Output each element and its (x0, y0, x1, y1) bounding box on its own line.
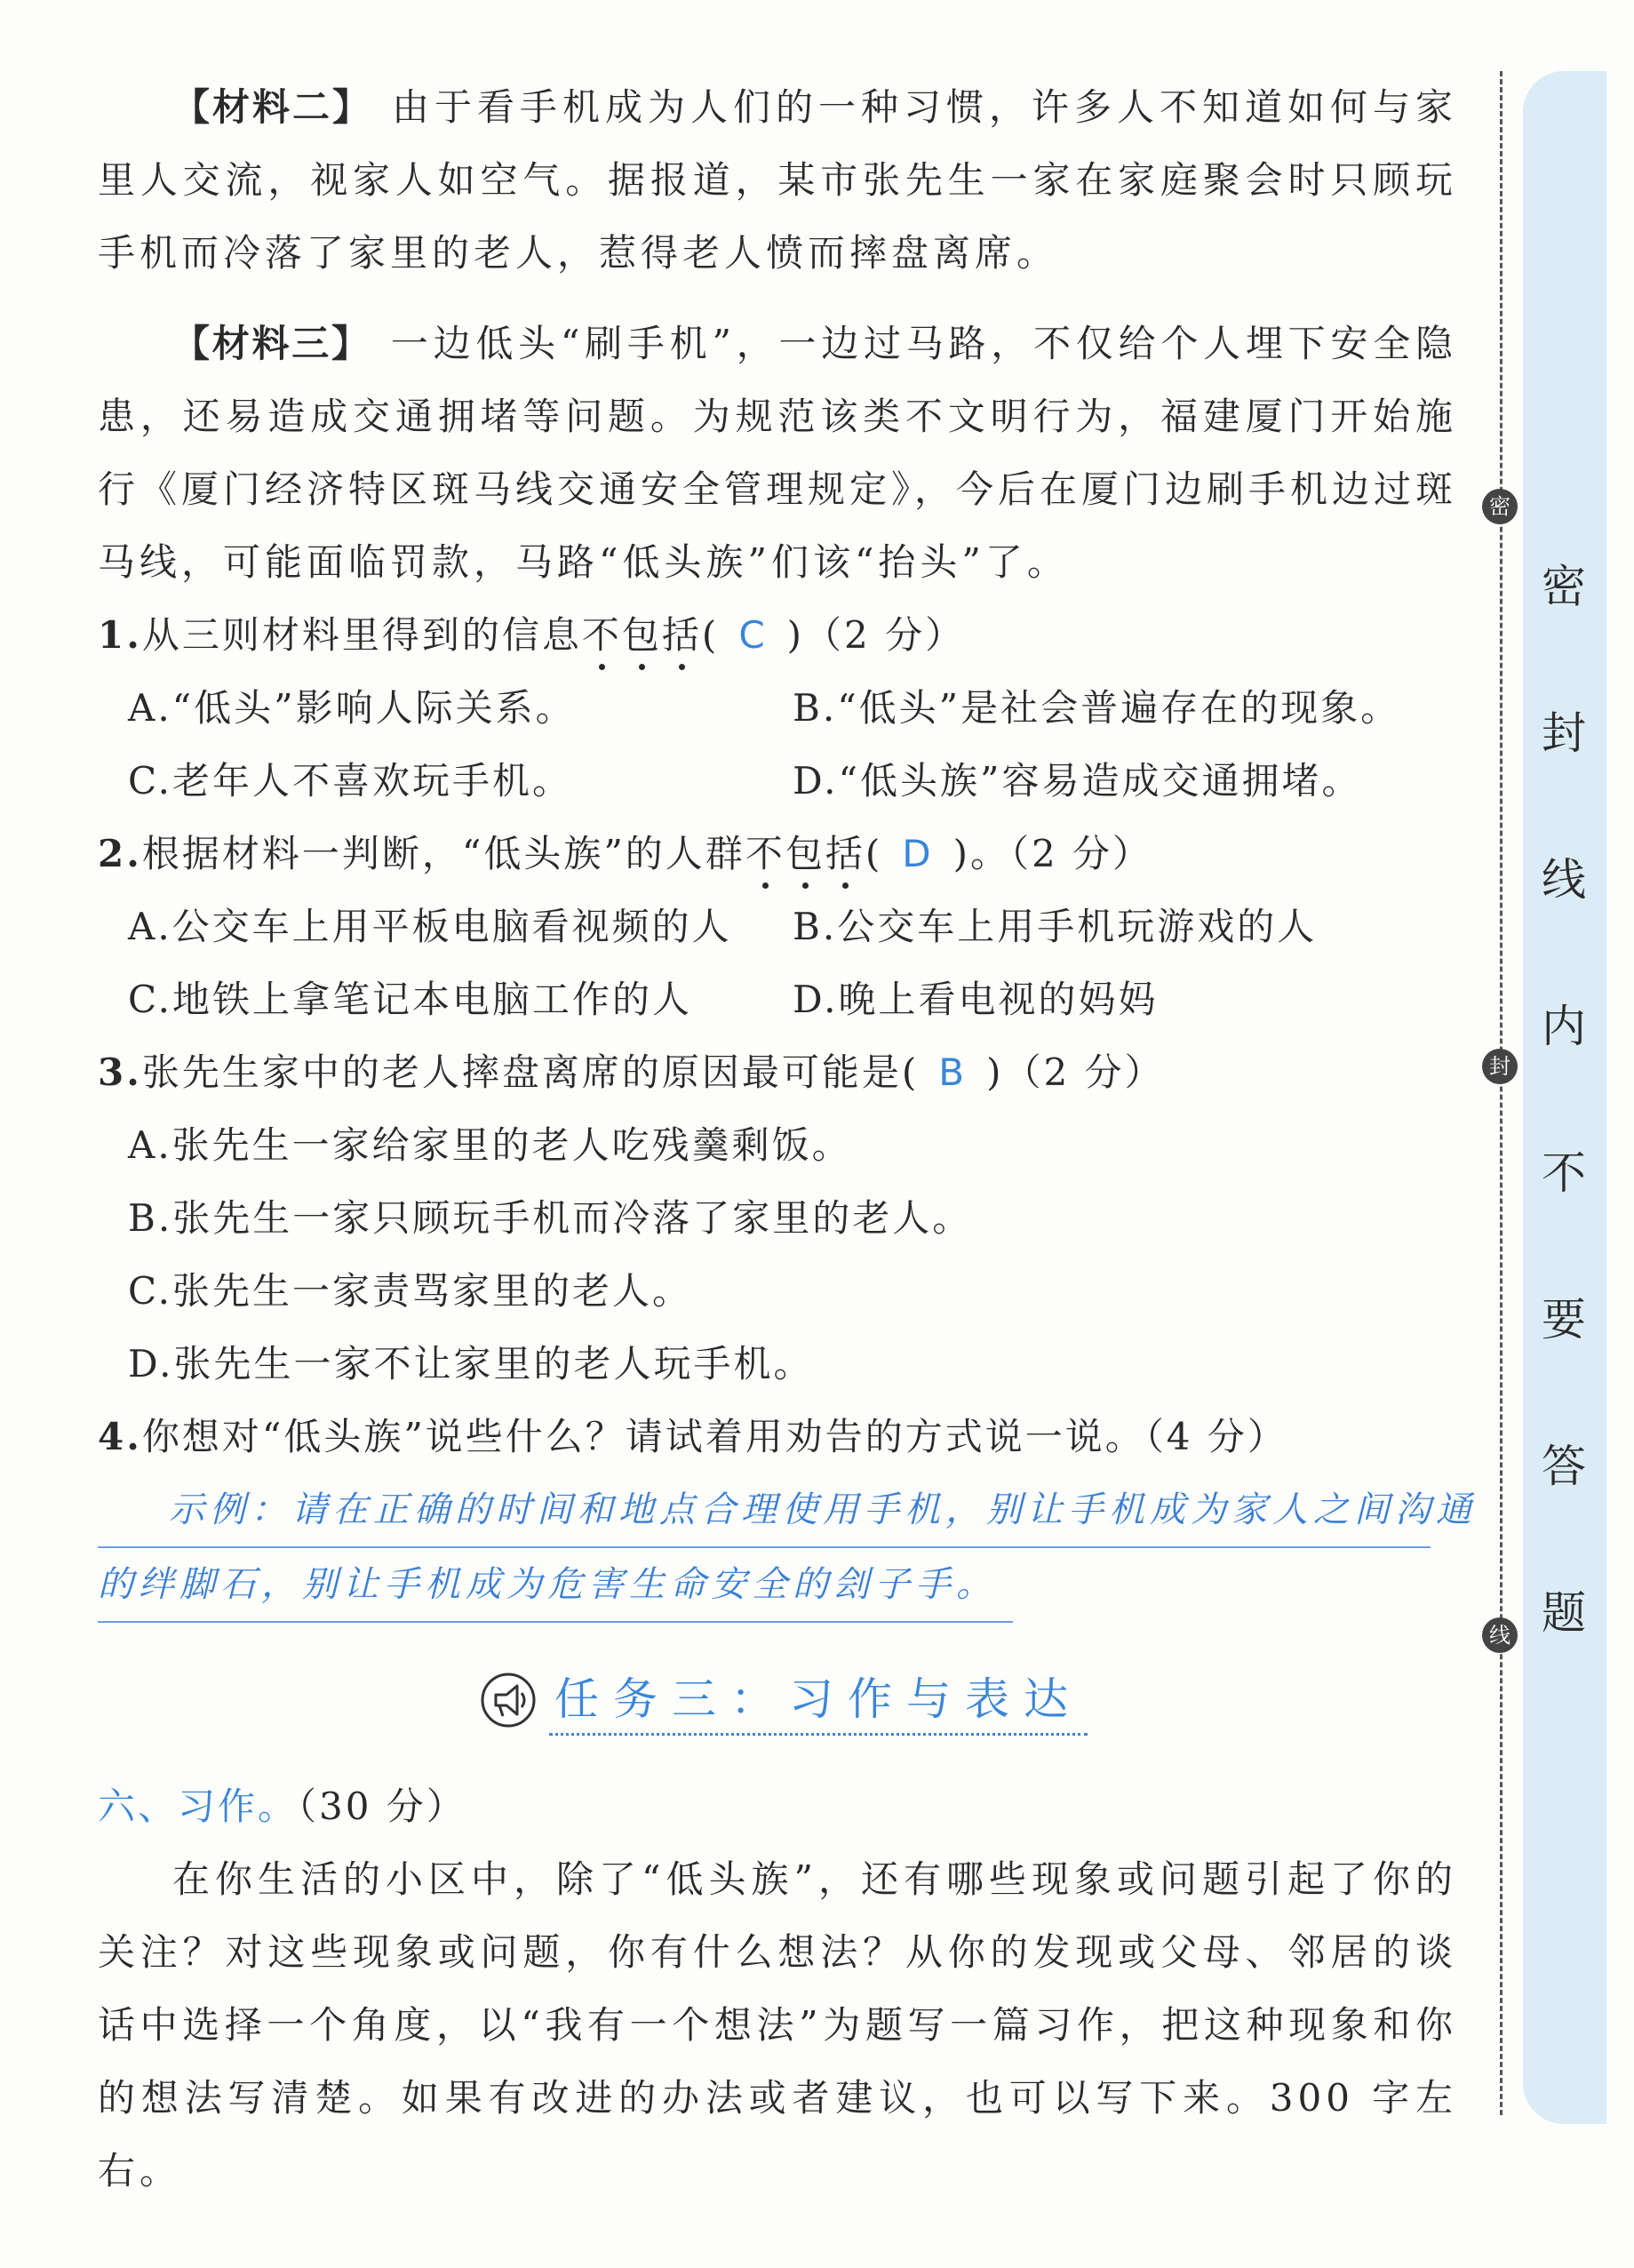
question-1-options-row-2 (98, 745, 1457, 818)
material-3 (98, 307, 1457, 599)
question-1-number: 1. (98, 613, 142, 657)
section-6-score: （30 分） (298, 1785, 466, 1828)
question-1-score: )（2 分） (786, 613, 966, 657)
question-3-score: )（2 分） (986, 1050, 1165, 1094)
margin-char: 密 (1542, 561, 1586, 612)
question-1-options-row-1 (98, 672, 1457, 745)
material-3-text: 一边低头“刷手机”，一边过马路，不仅给个人埋下安全隐患，还易造成交通拥堵等问题。为规范该类不文明行为，福建厦门开始施行《厦门经济特区斑马线交通安全管理规定》，今后在厦门边刷手机边过斑马线，可能面临罚款，马路“低头族”们该“抬头”了。 (98, 322, 1458, 584)
binding-margin-band (1523, 71, 1606, 2124)
question-2-number: 2. (98, 832, 142, 875)
question-4 (98, 1401, 1457, 1473)
question-3 (98, 1036, 1457, 1109)
emphasis-char: 括 (825, 818, 865, 890)
option-d: D.张先生一家不让家里的老人玩手机。 (128, 1342, 814, 1386)
question-2-answer: D (902, 832, 934, 875)
handwritten-answer-line-1: 示例：请在正确的时间和地点合理使用手机，别让手机成为家人之间沟通 (98, 1473, 1431, 1548)
material-3-label: 【材料三】 (172, 322, 371, 365)
emphasis-char: 包 (785, 818, 825, 890)
margin-char: 封 (1542, 707, 1586, 759)
question-1-prompt: 从三则材料里得到的信息 (141, 613, 582, 657)
option-c: C.张先生一家责骂家里的老人。 (128, 1269, 692, 1313)
question-1 (98, 599, 1457, 672)
page-content (98, 71, 1477, 2208)
handwritten-answer-line-2: 的绊脚石，别让手机成为危害生命安全的刽子手。 (98, 1548, 1013, 1623)
margin-char: 内 (1542, 1001, 1586, 1052)
question-3-answer: B (938, 1050, 968, 1094)
margin-char: 线 (1542, 854, 1586, 906)
section-6-head: 六、习作。 (98, 1785, 299, 1828)
question-2-open-paren: ( (865, 832, 883, 875)
emphasis-char: 不 (745, 818, 785, 890)
question-3-prompt: 张先生家中的老人摔盘离席的原因最可能是( (141, 1050, 920, 1094)
question-2-prompt: 根据材料一判断，“低头族”的人群 (141, 832, 745, 875)
material-2 (98, 71, 1457, 290)
question-2-options-row-1 (98, 890, 1457, 963)
loudspeaker-icon (480, 1672, 537, 1729)
option-c: C.老年人不喜欢玩手机。 (128, 759, 572, 803)
task-3-title: 任务三：习作与表达 (549, 1664, 1088, 1736)
option-a: A.公交车上用平板电脑看视频的人 (128, 905, 732, 948)
material-2-text: 由于看手机成为人们的一种习惯，许多人不知道如何与家里人交流，视家人如空气。据报道，某市张先生一家在家庭聚会时只顾玩手机而冷落了家里的老人，惹得老人愤而摔盘离席。 (98, 85, 1457, 275)
material-2-label: 【材料二】 (172, 85, 372, 129)
seal-mark-xian: 线 (1482, 1617, 1518, 1653)
option-a: A.张先生一家给家里的老人吃残羹剩饭。 (128, 1123, 852, 1167)
question-4-prompt: 你想对“低头族”说些什么？请试着用劝告的方式说一说。（4 分） (141, 1415, 1287, 1458)
emphasis-char: 不 (582, 599, 622, 672)
section-6-title (98, 1770, 1457, 1843)
option-a: A.“低头”影响人际关系。 (128, 686, 576, 730)
option-c: C.地铁上拿笔记本电脑工作的人 (128, 978, 692, 1021)
question-2-options-row-2 (98, 963, 1457, 1036)
question-3-number: 3. (98, 1050, 142, 1094)
option-b: B.“低头”是社会普遍存在的现象。 (793, 686, 1401, 730)
task-3-heading-area (98, 1637, 1457, 1770)
margin-char: 不 (1542, 1147, 1586, 1199)
seal-mark-feng: 封 (1482, 1049, 1518, 1084)
question-2-score: )。（2 分） (953, 832, 1153, 875)
emphasis-char: 包 (622, 599, 662, 672)
question-2 (98, 818, 1457, 890)
margin-char: 题 (1542, 1587, 1586, 1639)
seal-mark-mi: 密 (1482, 489, 1518, 524)
margin-char: 要 (1542, 1294, 1586, 1346)
seal-cut-line (1500, 71, 1502, 2115)
question-1-open-paren: ( (701, 613, 720, 657)
option-d: D.“低头族”容易造成交通拥堵。 (793, 759, 1362, 803)
margin-char: 答 (1542, 1441, 1586, 1492)
option-d: D.晚上看电视的妈妈 (793, 978, 1159, 1021)
question-4-number: 4. (98, 1415, 142, 1458)
option-b: B.张先生一家只顾玩手机而冷落了家里的老人。 (128, 1196, 973, 1240)
question-1-answer: C (738, 613, 768, 657)
emphasis-char: 括 (662, 599, 702, 672)
task-3-heading (480, 1664, 1088, 1736)
option-b: B.公交车上用手机玩游戏的人 (793, 905, 1318, 948)
section-6-prompt: 在你生活的小区中，除了“低头族”，还有哪些现象或问题引起了你的关注？对这些现象或问题，你有什么想法？从你的发现或父母、邻居的谈话中选择一个角度，以“我有一个想法”为题写一篇习作，把这种现象和你的想法写清楚。如果有改进的办法或者建议，也可以写下来。300 字左右。 (98, 1857, 1457, 2192)
